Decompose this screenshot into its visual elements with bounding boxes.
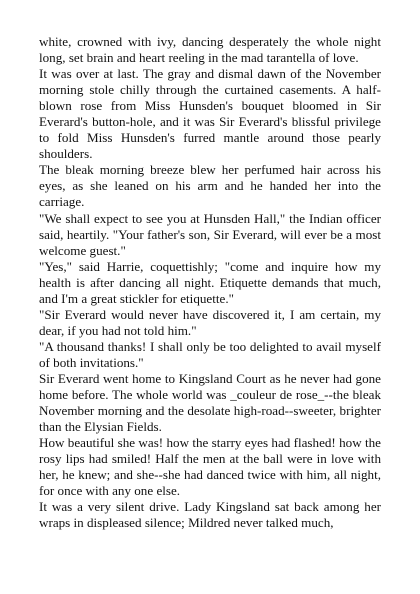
paragraph: "We shall expect to see you at Hunsden Hall," the Indian officer said, heartily. "Your father's son, Sir Everard, will ever be a most welcome guest." (39, 210, 381, 258)
paragraph: The bleak morning breeze blew her perfumed hair across his eyes, as she leaned on his arm and he handed her into the carriage. (39, 162, 381, 210)
paragraph: It was a very silent drive. Lady Kingsland sat back among her wraps in displeased silence; Mildred never talked much, (39, 499, 381, 531)
paragraph: How beautiful she was! how the starry eyes had flashed! how the rosy lips had smiled! Half the men at the ball were in love with her, he knew; and she--she had danced twice with him, all night, for once with any one else. (39, 435, 381, 499)
paragraph: "Yes," said Harrie, coquettishly; "come and inquire how my health is after dancing all night. Etiquette demands that much, and I'm a great stickler for etiquette." (39, 258, 381, 306)
paragraph: Sir Everard went home to Kingsland Court as he never had gone home before. The whole world was _couleur de rose_--the bleak November morning and the desolate high-road--sweeter, brighter than the Elysian Fields. (39, 370, 381, 435)
paragraph: white, crowned with ivy, dancing desperately the whole night long, set brain and heart reeling in the mad tarantella of love. (39, 34, 381, 66)
paragraph: It was over at last. The gray and dismal dawn of the November morning stole chilly through the curtained casements. A half-blown rose from Miss Hunsden's bouquet bloomed in Sir Everard's button-hole, and it was Sir Everard's blissful privilege to fold Miss Hunsden's furred mantle around those pearly shoulders. (39, 66, 381, 162)
paragraph: "A thousand thanks! I shall only be too delighted to avail myself of both invitations." (39, 338, 381, 370)
page-body (39, 34, 381, 531)
paragraph: "Sir Everard would never have discovered it, I am certain, my dear, if you had not told him." (39, 306, 381, 338)
